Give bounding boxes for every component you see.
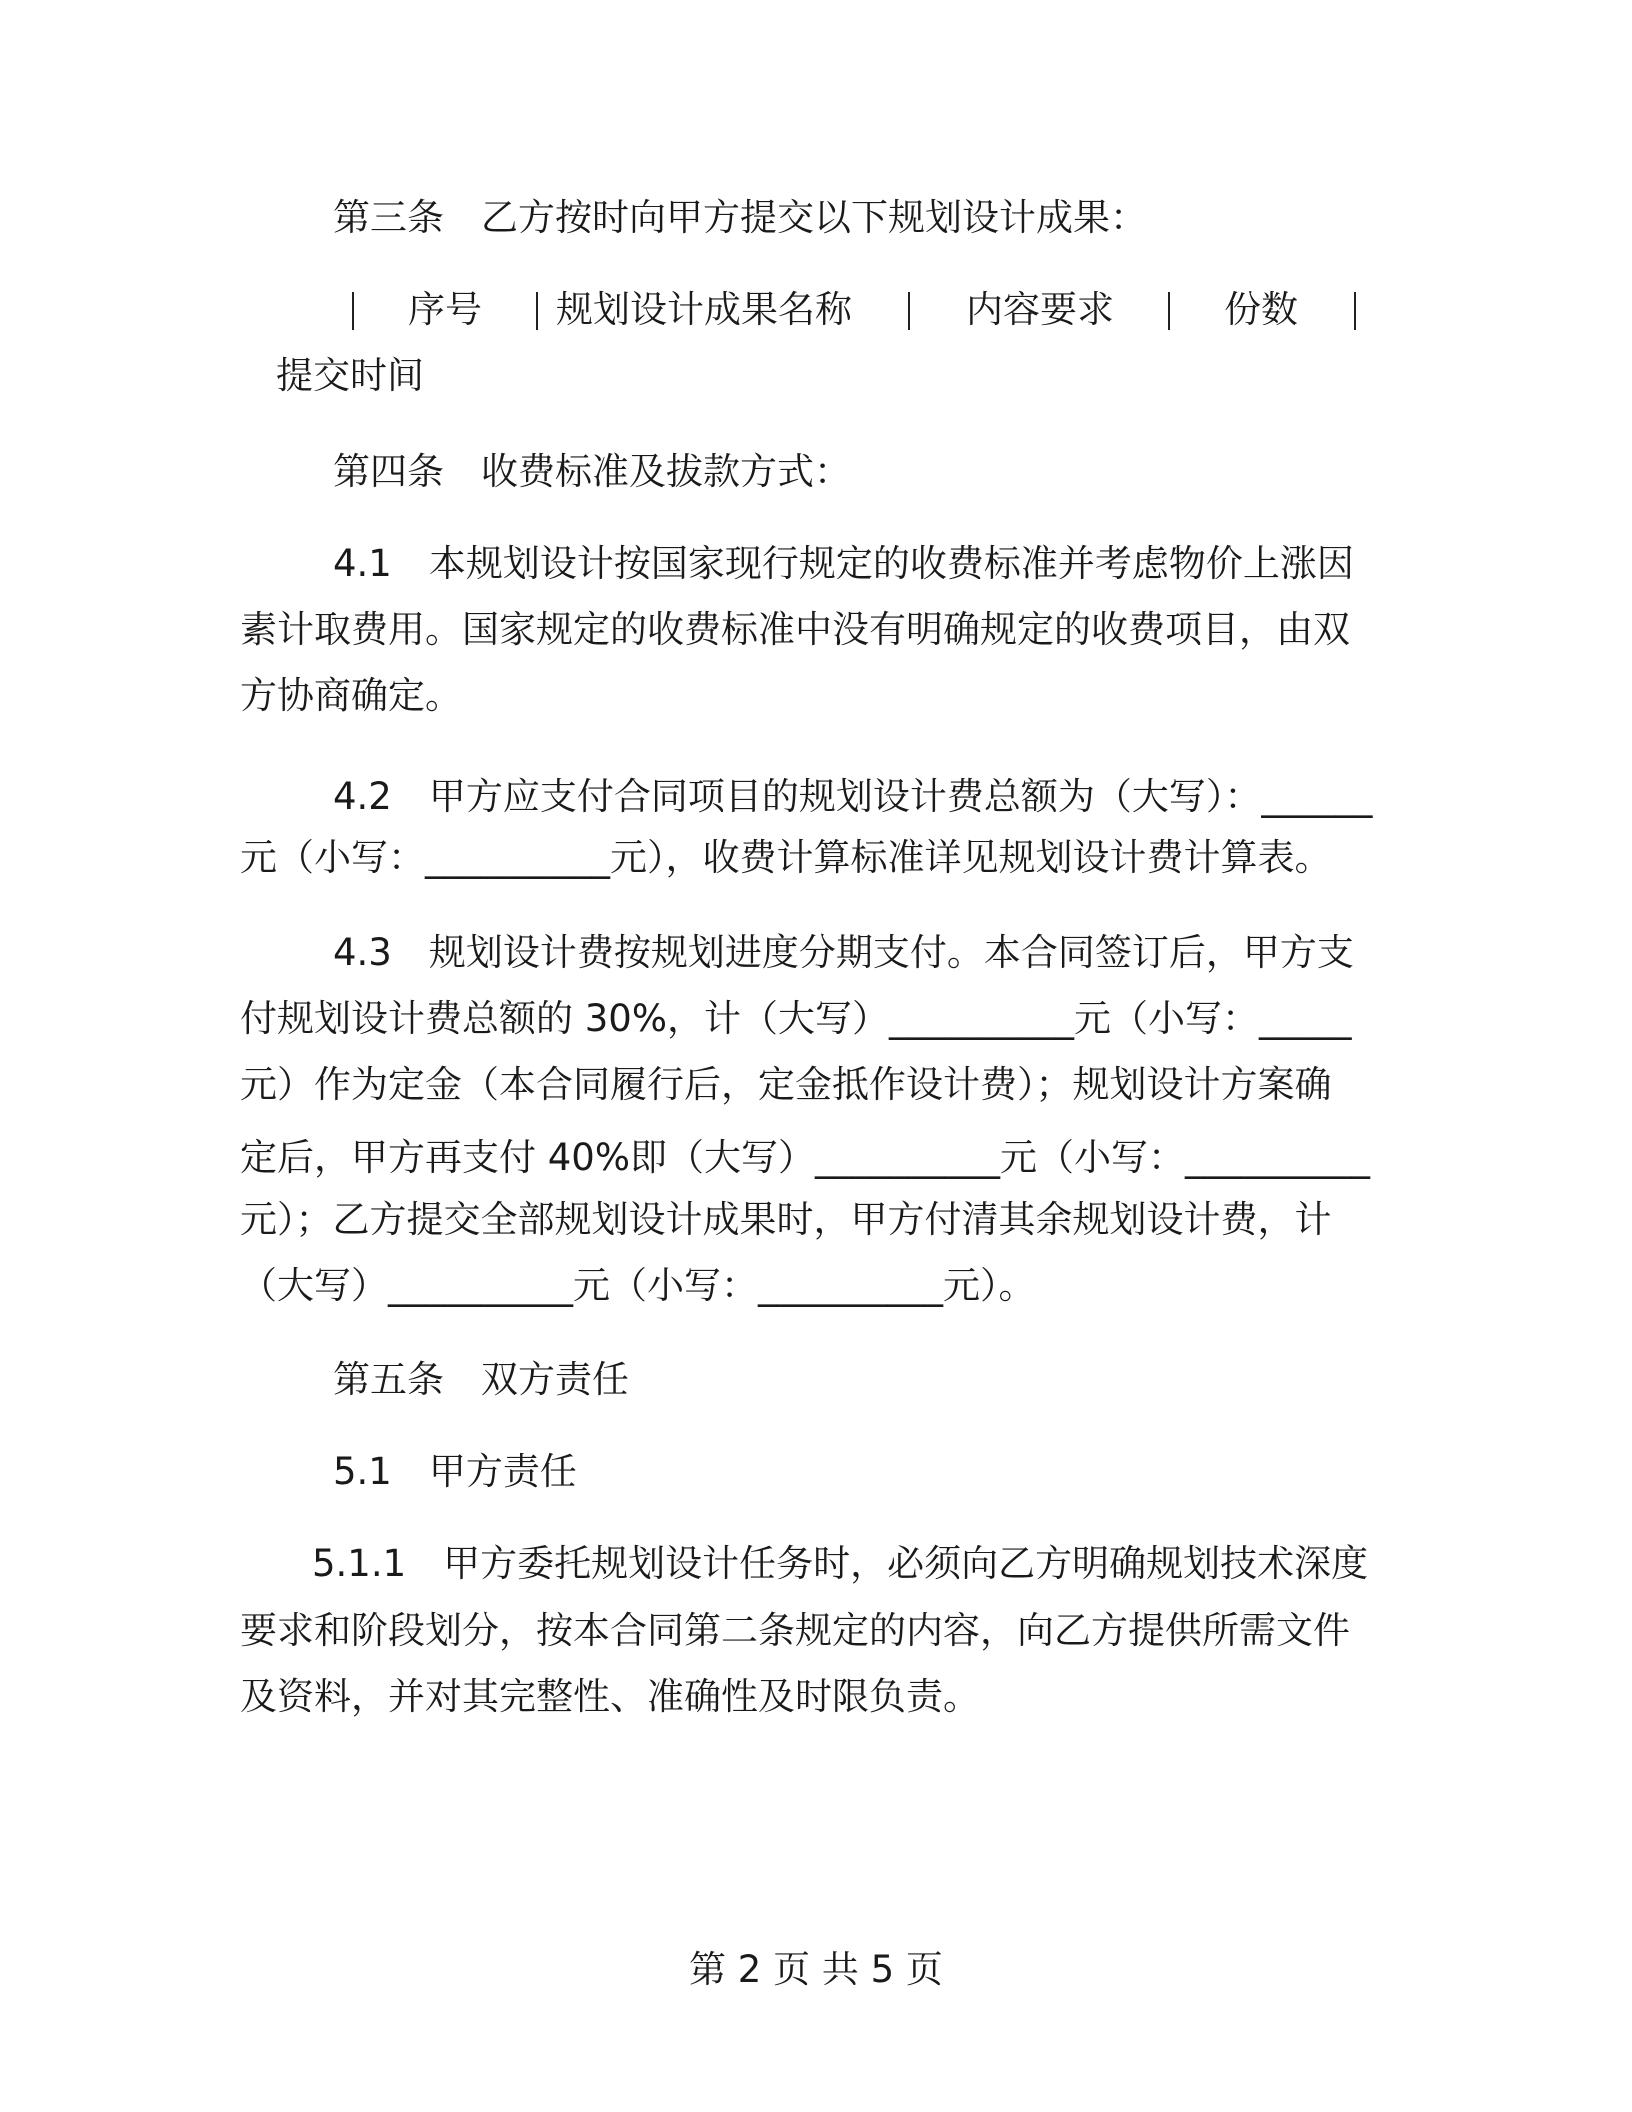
table-separator [352,292,354,330]
paragraph-4-3-line: 4.3 规划设计费按规划进度分期支付。本合同签订后，甲方支 [333,931,1354,974]
section-5-1-heading: 5.1 甲方责任 [333,1450,577,1493]
paragraph-4-2-line: 元（小写：__________元），收费计算标准详见规划设计费计算表。 [240,836,1332,879]
table-separator [536,292,538,330]
article5-heading: 第五条 双方责任 [333,1358,629,1401]
table-separator [908,292,910,330]
paragraph-4-3-line: 付规划设计费总额的 30%，计（大写）__________元（小写：_____ [240,997,1352,1040]
table-header-submit-time: 提交时间 [276,354,424,397]
paragraph-4-3-line: （大写）__________元（小写：__________元）。 [240,1264,1036,1307]
paragraph-4-3-line: 定后，甲方再支付 40%即（大写）__________元（小写：__________ [240,1136,1370,1179]
table-header-copies: 份数 [1224,288,1298,331]
article3-heading: 第三条 乙方按时向甲方提交以下规划设计成果： [333,196,1147,239]
table-separator [1354,292,1356,330]
table-header-name: 规划设计成果名称 [556,288,852,331]
paragraph-4-1-line: 素计取费用。国家规定的收费标准中没有明确规定的收费项目，由双 [240,608,1350,651]
table-separator [1168,292,1170,330]
table-header-index: 序号 [408,288,482,331]
paragraph-4-3-line: 元）；乙方提交全部规划设计成果时，甲方付清其余规划设计费，计 [240,1198,1332,1241]
paragraph-4-1-line: 4.1 本规划设计按国家现行规定的收费标准并考虑物价上涨因 [333,542,1354,585]
table-header-requirements: 内容要求 [966,288,1114,331]
paragraph-5-1-1-line: 5.1.1 甲方委托规划设计任务时，必须向乙方明确规划技术深度 [312,1542,1369,1585]
article4-heading: 第四条 收费标准及拔款方式： [333,450,851,493]
paragraph-5-1-1-line: 及资料，并对其完整性、准确性及时限负责。 [240,1675,980,1718]
paragraph-4-1-line: 方协商确定。 [240,674,462,717]
paragraph-4-3-line: 元）作为定金（本合同履行后，定金抵作设计费）；规划设计方案确 [240,1063,1332,1106]
paragraph-5-1-1-line: 要求和阶段划分，按本合同第二条规定的内容，向乙方提供所需文件 [240,1609,1350,1652]
page-number: 第 2 页 共 5 页 [689,1948,943,1991]
paragraph-4-2-line: 4.2 甲方应支付合同项目的规划设计费总额为（大写）：______ [333,775,1373,818]
